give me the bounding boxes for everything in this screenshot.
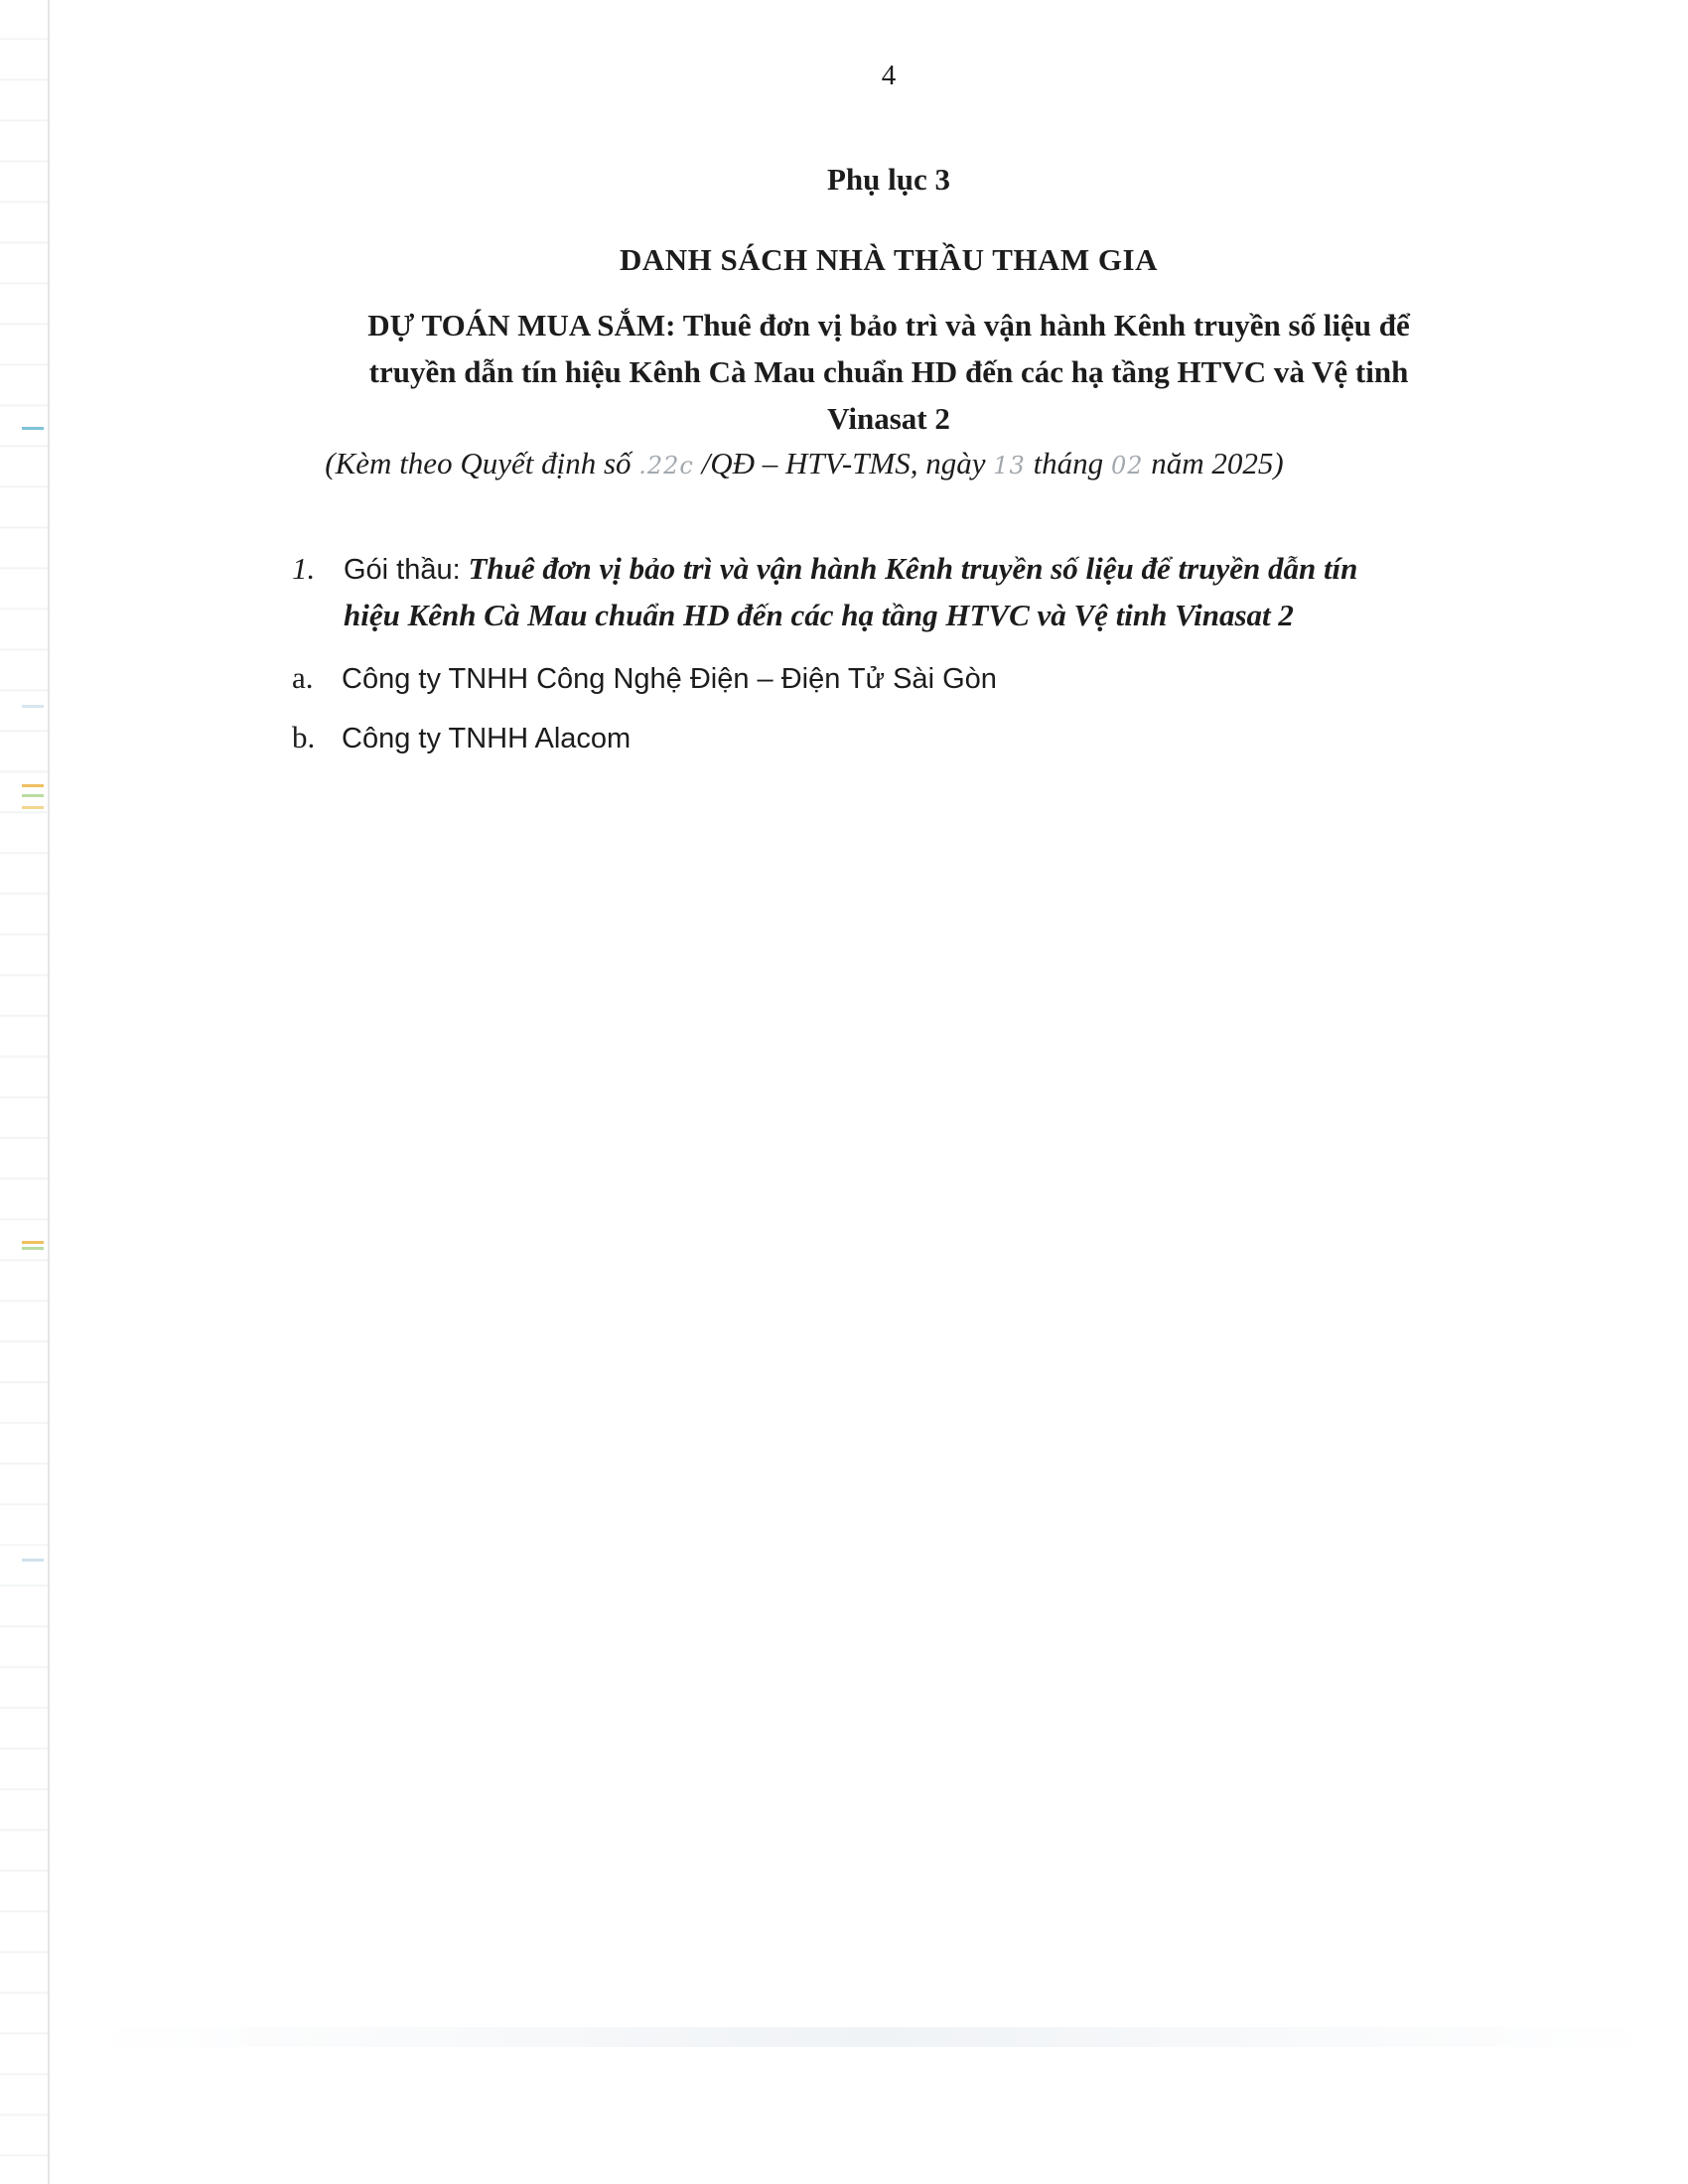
bid-package-line-1 [344,546,1535,593]
decision-month-handwritten: 02 [1110,452,1144,479]
project-heading [199,302,1579,442]
decision-prefix: (Kèm theo Quyết định số [325,446,632,480]
scan-color-mark [22,427,44,430]
project-label: DỰ TOÁN MUA SẮM: [367,308,676,342]
decision-number-handwritten: .22c [638,452,694,479]
decision-suffix: năm 2025) [1151,446,1284,480]
scan-color-mark [22,1241,44,1244]
scan-color-mark [22,784,44,787]
scan-color-mark [22,794,44,797]
project-text-line-1: Thuê đơn vị bảo trì và vận hành Kênh truyền số liệu để [682,308,1410,342]
bidder-item [292,660,997,696]
bidder-name: Công ty TNHH Alacom [342,723,632,754]
scan-edge [0,0,50,2184]
bidder-marker: b. [292,720,316,754]
bid-package-name-line-2: hiệu Kênh Cà Mau chuẩn HD đến các hạ tầng HTVC và Vệ tinh Vinasat 2 [344,598,1294,632]
bidder-name: Công ty TNHH Công Nghệ Điện – Điện Tử Sài Gòn [342,663,997,695]
scan-color-mark [22,705,44,708]
scan-noise-band [89,2027,1658,2047]
section-number: 1. [292,551,316,586]
bidder-item [292,720,631,755]
bid-package-section [294,546,1535,638]
bid-package-label: Gói thầu: [344,554,461,586]
bid-package-name-line-1: Thuê đơn vị bảo trì và vận hành Kênh truyền số liệu để truyền dẫn tín [468,551,1358,586]
project-line-1 [199,302,1579,348]
project-text-line-3: Vinasat 2 [827,401,950,436]
decision-middle: /QĐ – HTV-TMS, ngày [701,446,986,480]
project-text-line-2: truyền dẫn tín hiệu Kênh Cà Mau chuẩn HD đến các hạ tầng HTVC và Vệ tinh [368,354,1409,389]
appendix-title: Phụ lục 3 [826,162,951,197]
decision-reference [159,446,1450,481]
scan-color-mark [22,806,44,809]
bidder-marker: a. [292,660,314,695]
scan-color-mark [22,1559,44,1562]
scan-color-mark [22,1247,44,1250]
decision-day-handwritten: 13 [993,452,1026,479]
decision-month-label: tháng [1033,446,1104,480]
list-title: DANH SÁCH NHÀ THẦU THAM GIA [620,242,1158,277]
bid-package-text [344,546,1535,638]
page-number: 4 [881,60,897,91]
